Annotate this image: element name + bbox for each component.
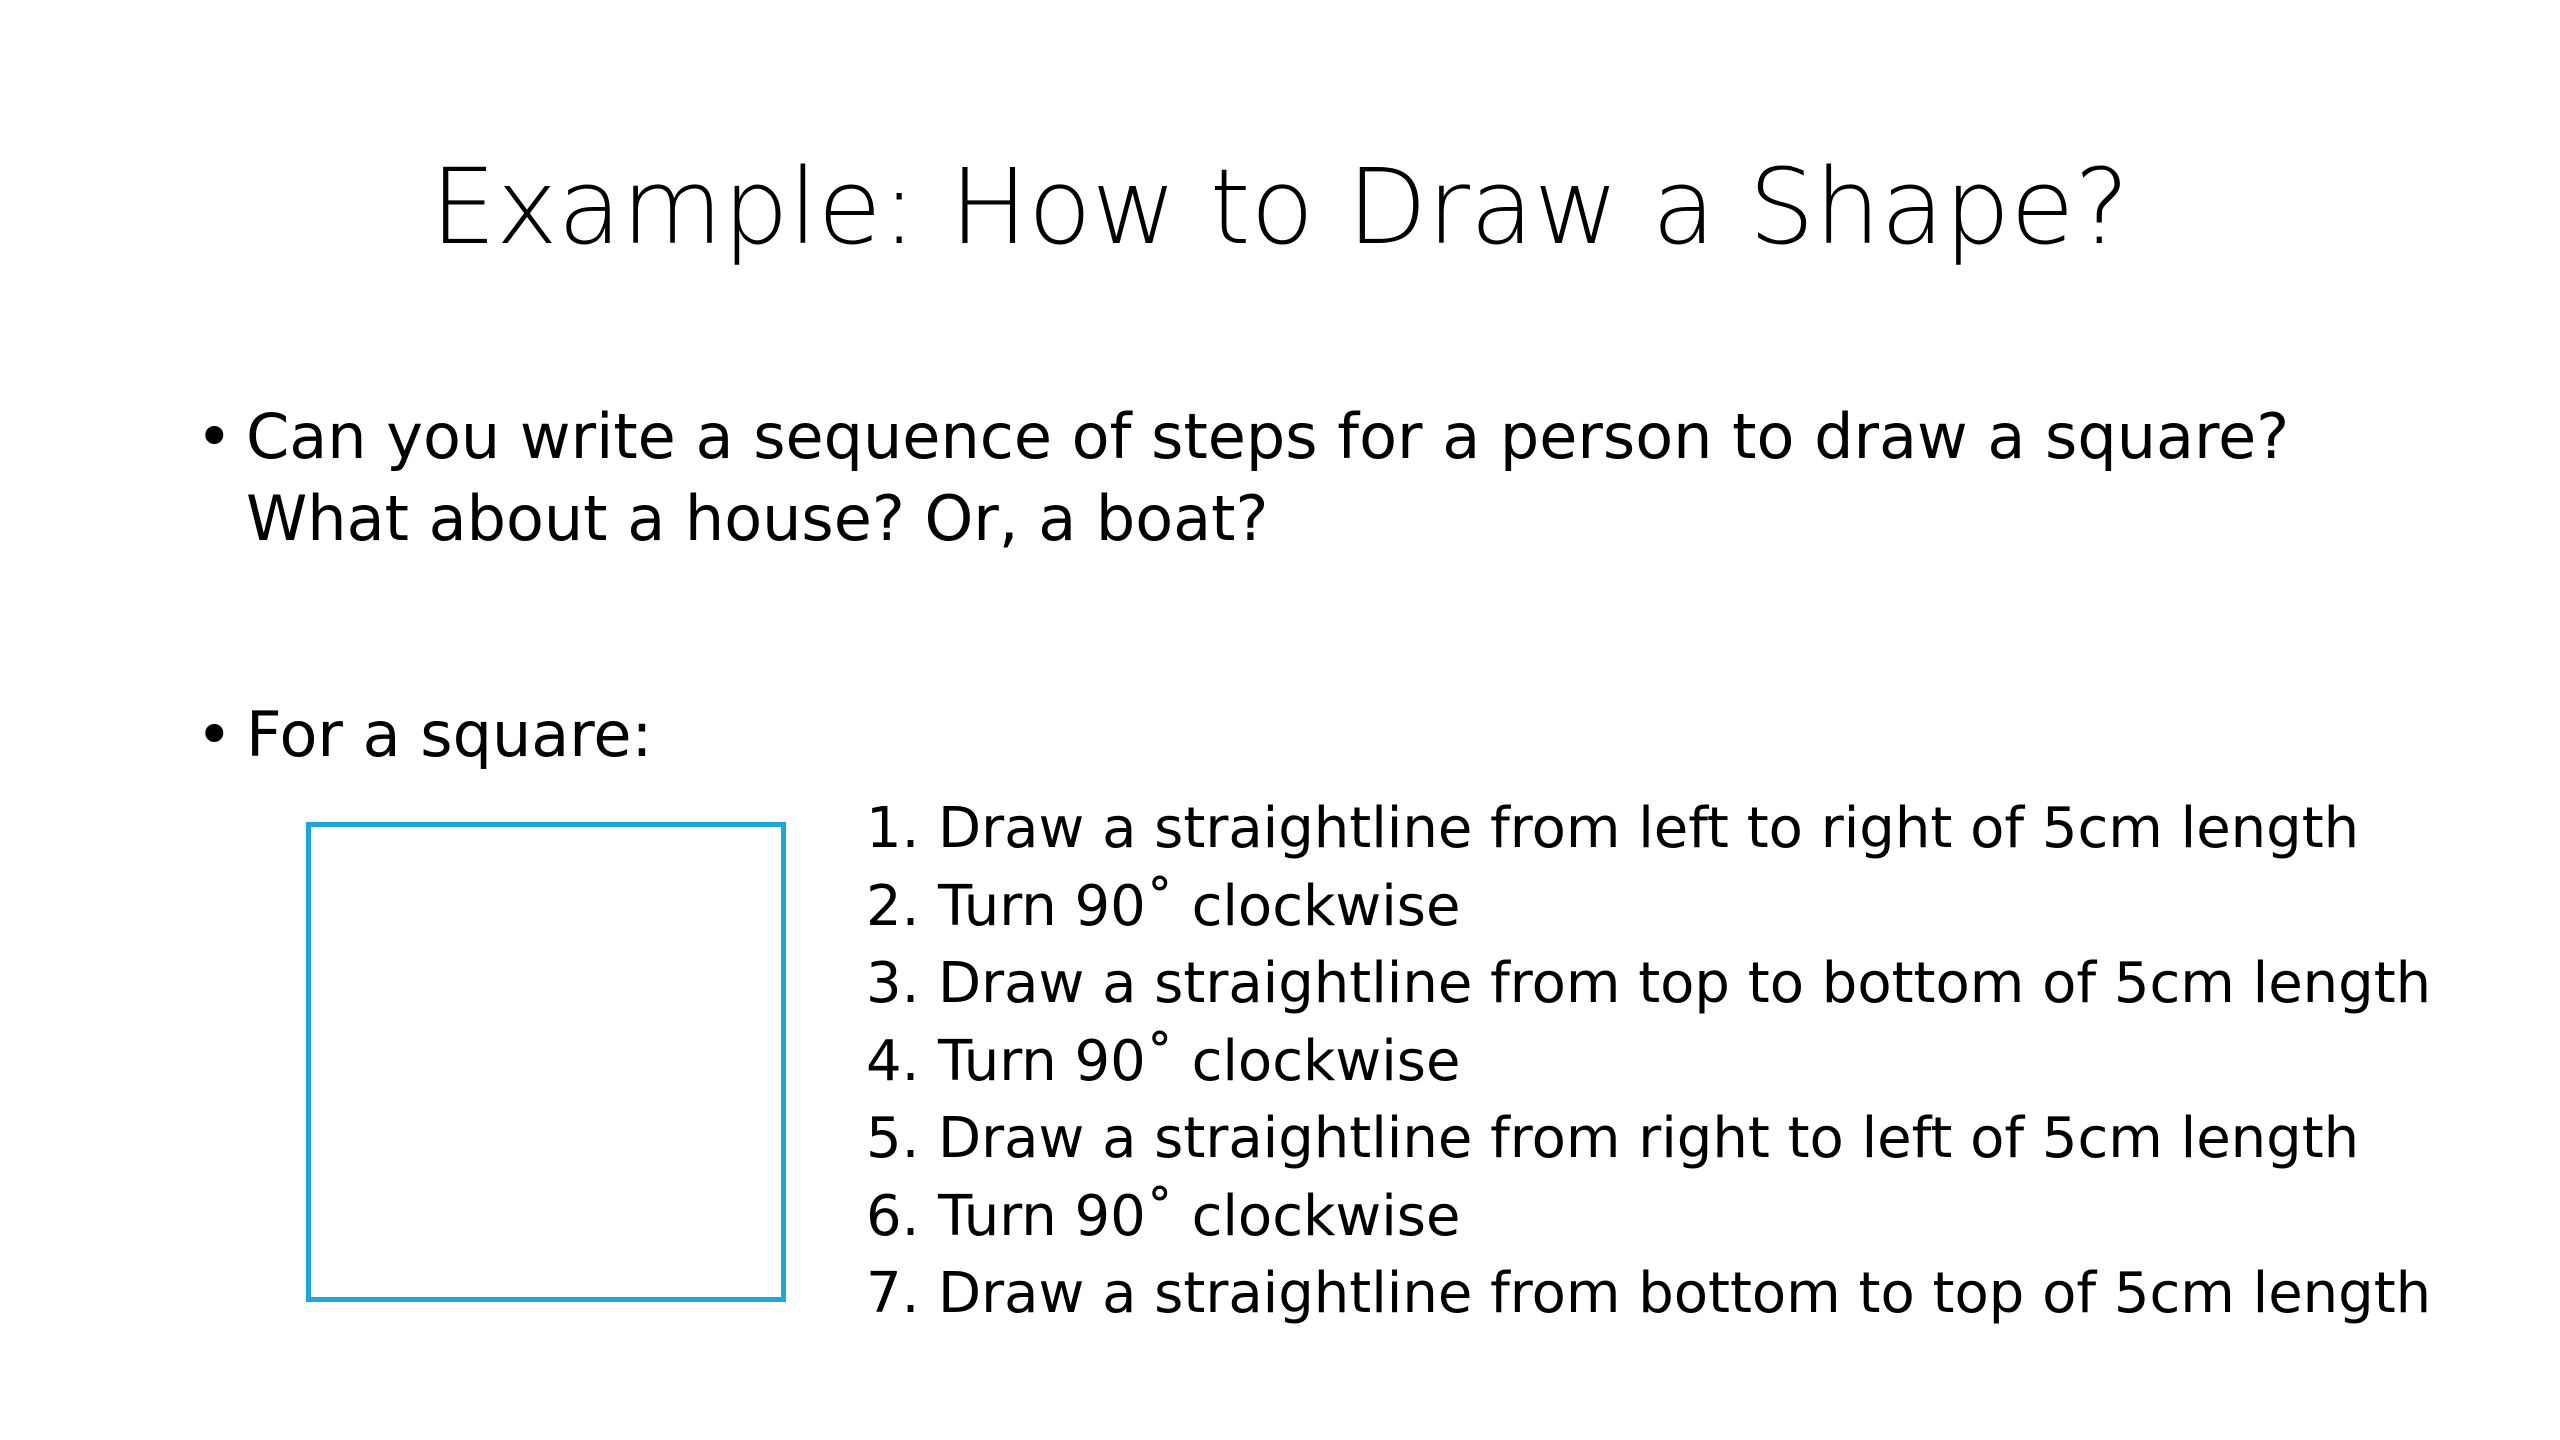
bullet-line: Can you write a sequence of steps for a person to draw a square?	[246, 400, 2290, 473]
step-text: Draw a straightline from bottom to top of 5cm length	[938, 1261, 2432, 1326]
step-number: 5.	[866, 1106, 920, 1171]
step-number: 2.	[866, 873, 920, 939]
square-shape	[306, 822, 786, 1302]
step-number: 3.	[866, 951, 920, 1016]
step-item	[866, 1023, 2431, 1101]
step-text: Draw a straightline from top to bottom of 5cm length	[938, 951, 2432, 1016]
bullet-marker: •	[196, 698, 233, 771]
step-number: 4.	[866, 1028, 920, 1094]
bullet-for-square	[196, 694, 652, 776]
step-item	[866, 868, 2431, 946]
step-text: Draw a straightline from right to left of 5cm length	[938, 1106, 2360, 1171]
step-item	[866, 1255, 2431, 1333]
step-item	[866, 1178, 2431, 1256]
step-number: 6.	[866, 1183, 920, 1249]
step-text: Turn 90˚ clockwise	[938, 1028, 1461, 1094]
step-number: 1.	[866, 796, 920, 861]
step-text: Turn 90˚ clockwise	[938, 1183, 1461, 1249]
step-text: Turn 90˚ clockwise	[938, 873, 1461, 939]
bullet-line: What about a house? Or, a boat?	[246, 482, 1269, 555]
steps-list	[866, 790, 2431, 1333]
bullet-line: For a square:	[246, 698, 653, 771]
step-text: Draw a straightline from left to right of 5cm length	[938, 796, 2360, 861]
step-number: 7.	[866, 1261, 920, 1326]
bullet-question	[196, 396, 2396, 560]
step-item	[866, 1100, 2431, 1178]
bullet-marker: •	[196, 400, 233, 473]
step-item	[866, 790, 2431, 868]
step-item	[866, 945, 2431, 1023]
slide-title: Example: How to Draw a Shape?	[430, 146, 2130, 268]
